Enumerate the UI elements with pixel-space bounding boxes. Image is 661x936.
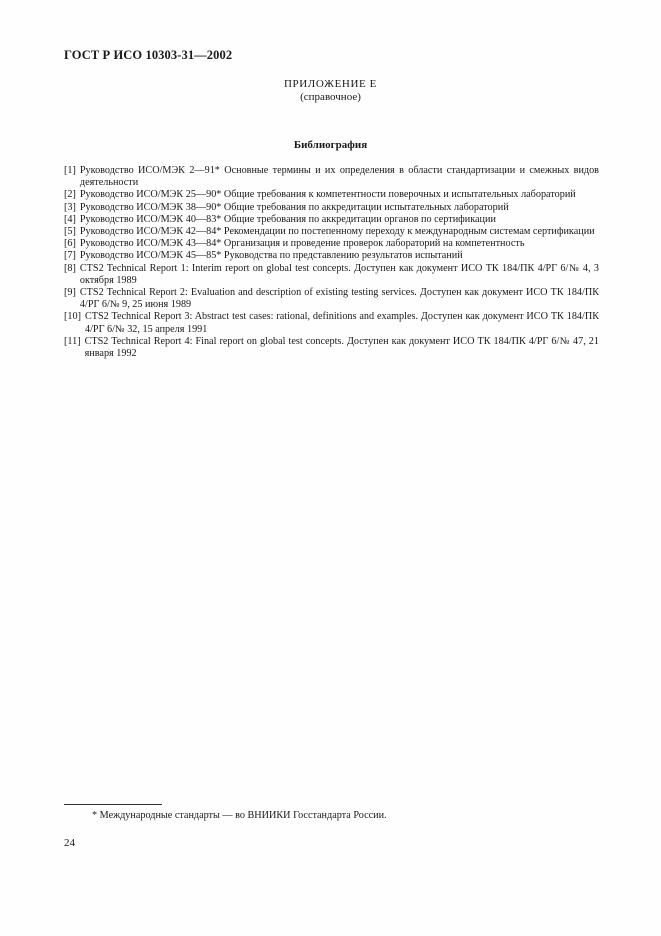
reference-text: Руководство ИСО/МЭК 38—90* Общие требования по аккредитации испытательных лабораторий	[79, 201, 509, 213]
footnote: * Международные стандарты — во ВНИИКИ Госстандарта России.	[92, 810, 387, 821]
bibliography-item	[64, 336, 599, 360]
reference-number: [10]	[64, 311, 81, 323]
bibliography-list	[64, 165, 599, 360]
reference-text: Руководство ИСО/МЭК 42—84* Рекомендации по постепенному переходу к международным системам сертификации	[79, 226, 595, 238]
reference-text: Руководство ИСО/МЭК 43—84* Организация и проведение проверок лабораторий на компетентность	[79, 238, 525, 250]
reference-number: [1]	[64, 165, 76, 176]
annex-title: ПРИЛОЖЕНИЕ Е	[284, 78, 377, 90]
reference-number: [3]	[64, 201, 76, 213]
document-code-header: ГОСТ Р ИСО 10303-31—2002	[64, 48, 233, 62]
bibliography-item	[64, 165, 599, 189]
reference-text: Руководство ИСО/МЭК 45—85* Руководства по представлению результатов испытаний	[79, 250, 463, 262]
reference-number: [4]	[64, 213, 76, 225]
reference-number: [9]	[64, 287, 76, 299]
reference-number: [6]	[64, 238, 76, 250]
bibliography-item	[64, 214, 599, 226]
reference-number: [11]	[64, 335, 81, 347]
reference-text: CTS2 Technical Report 4: Final report on global test concepts. Доступен как документ ИСО ТК 184/ПК 4/РГ 6/№ 47, 21 января 1992	[84, 335, 599, 360]
reference-text: Руководство ИСО/МЭК 25—90* Общие требования к компетентности поверочных и испытательных лабораторий	[79, 189, 576, 201]
bibliography-item	[64, 202, 599, 214]
bibliography-item	[64, 189, 599, 201]
page-number: 24	[64, 837, 75, 849]
bibliography-item	[64, 250, 599, 262]
footnote-separator	[64, 804, 162, 805]
reference-text: CTS2 Technical Report 3: Abstract test cases: rational, definitions and examples. Доступен как документ ИСО ТК 184/ПК 4/РГ 6/№ 32, 15 апреля 1991	[84, 311, 599, 335]
reference-number: [8]	[64, 262, 76, 274]
reference-text: CTS2 Technical Report 2: Evaluation and description of existing testing services. Доступен как документ ИСО ТК 184/ПК 4/РГ 6/№ 9, 25 июня 1989	[79, 287, 599, 311]
bibliography-item	[64, 311, 599, 335]
bibliography-item	[64, 263, 599, 287]
reference-number: [7]	[64, 250, 76, 262]
bibliography-item	[64, 226, 599, 238]
bibliography-item	[64, 287, 599, 311]
bibliography-title: Библиография	[293, 139, 368, 151]
reference-number: [2]	[64, 189, 76, 201]
reference-text: Руководство ИСО/МЭК 40—83* Общие требования по аккредитации органов по сертификации	[79, 213, 496, 225]
reference-number: [5]	[64, 226, 76, 238]
reference-text: Руководство ИСО/МЭК 2—91* Основные термины и их определения в области стандартизации и смежных видов деятельности	[79, 165, 599, 189]
reference-text: CTS2 Technical Report 1: Interim report on global test concepts. Доступен как документ ИСО ТК 184/ПК 4/РГ 6/№ 4, 3 октября 1989	[79, 262, 599, 286]
bibliography-item	[64, 238, 599, 250]
annex-heading	[0, 78, 661, 104]
annex-subtitle: (справочное)	[300, 91, 361, 103]
